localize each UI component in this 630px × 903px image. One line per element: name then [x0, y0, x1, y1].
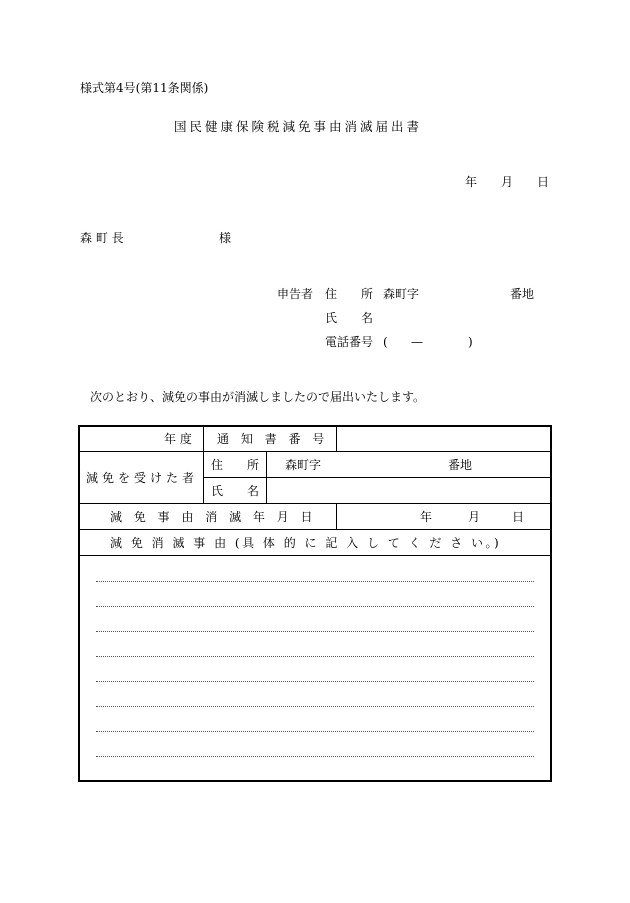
applicant-phone-label: 電話番号 — [325, 335, 374, 349]
extinction-date-label: 減 免 事 由 消 滅 年 月 日 — [110, 510, 317, 524]
phone-close-paren: ) — [468, 335, 473, 349]
dotted-line — [96, 656, 534, 657]
dotted-line — [96, 631, 534, 632]
document-title: 国民健康保険税減免事由消滅届出書 — [174, 119, 423, 134]
reason-label: 減 免 消 滅 事 由 (具 体 的 に 記 入 し て く だ さ い。) — [110, 536, 502, 550]
applicant-address-town: 森町字 — [383, 287, 420, 301]
applicant-address-label: 住 所 — [325, 287, 374, 301]
phone-open-paren: ( — [383, 335, 388, 349]
dotted-line — [96, 756, 534, 757]
recipient-address-label: 住 所 — [211, 458, 260, 472]
form-table — [78, 425, 552, 782]
dotted-line — [96, 731, 534, 732]
phone-dash: — — [411, 335, 423, 349]
row-divider — [80, 529, 550, 530]
notice-number-field[interactable] — [342, 429, 546, 449]
extinction-date-day: 日 — [512, 510, 525, 524]
dotted-line — [96, 581, 534, 582]
addressee-honorific: 様 — [219, 231, 232, 245]
recipient-label: 減免を受けた者 — [86, 471, 199, 485]
dotted-line — [96, 706, 534, 707]
recipient-address-banchi: 番地 — [448, 458, 473, 472]
row-divider — [80, 555, 550, 556]
row-divider — [80, 503, 550, 504]
statement-text: 次のとおり、減免の事由が消滅しましたので届出いたします。 — [90, 390, 426, 404]
reason-writing-area[interactable] — [84, 559, 546, 775]
recipient-name-field[interactable] — [272, 481, 546, 501]
applicant-address-banchi: 番地 — [510, 287, 535, 301]
notice-number-label: 通 知 書 番 号 — [217, 432, 329, 446]
fiscal-year-label: 年 度 — [164, 432, 192, 446]
col-divider — [336, 427, 337, 451]
applicant-name-label: 氏 名 — [325, 311, 374, 325]
row-divider — [203, 477, 550, 478]
col-divider — [336, 503, 337, 529]
recipient-address-town: 森町字 — [285, 458, 322, 472]
recipient-name-label: 氏 名 — [211, 484, 260, 498]
date-month-label: 月 — [501, 175, 514, 189]
dotted-line — [96, 681, 534, 682]
dotted-line — [96, 606, 534, 607]
row-divider — [80, 451, 550, 452]
date-day-label: 日 — [537, 175, 550, 189]
date-year-label: 年 — [465, 175, 478, 189]
col-divider — [266, 451, 267, 503]
form-number: 様式第4号(第11条関係) — [80, 81, 209, 95]
addressee-name: 森 町 長 — [80, 231, 124, 245]
applicant-label: 申告者 — [277, 287, 314, 301]
col-divider — [203, 427, 204, 503]
extinction-date-year: 年 — [420, 510, 433, 524]
extinction-date-month: 月 — [468, 510, 481, 524]
